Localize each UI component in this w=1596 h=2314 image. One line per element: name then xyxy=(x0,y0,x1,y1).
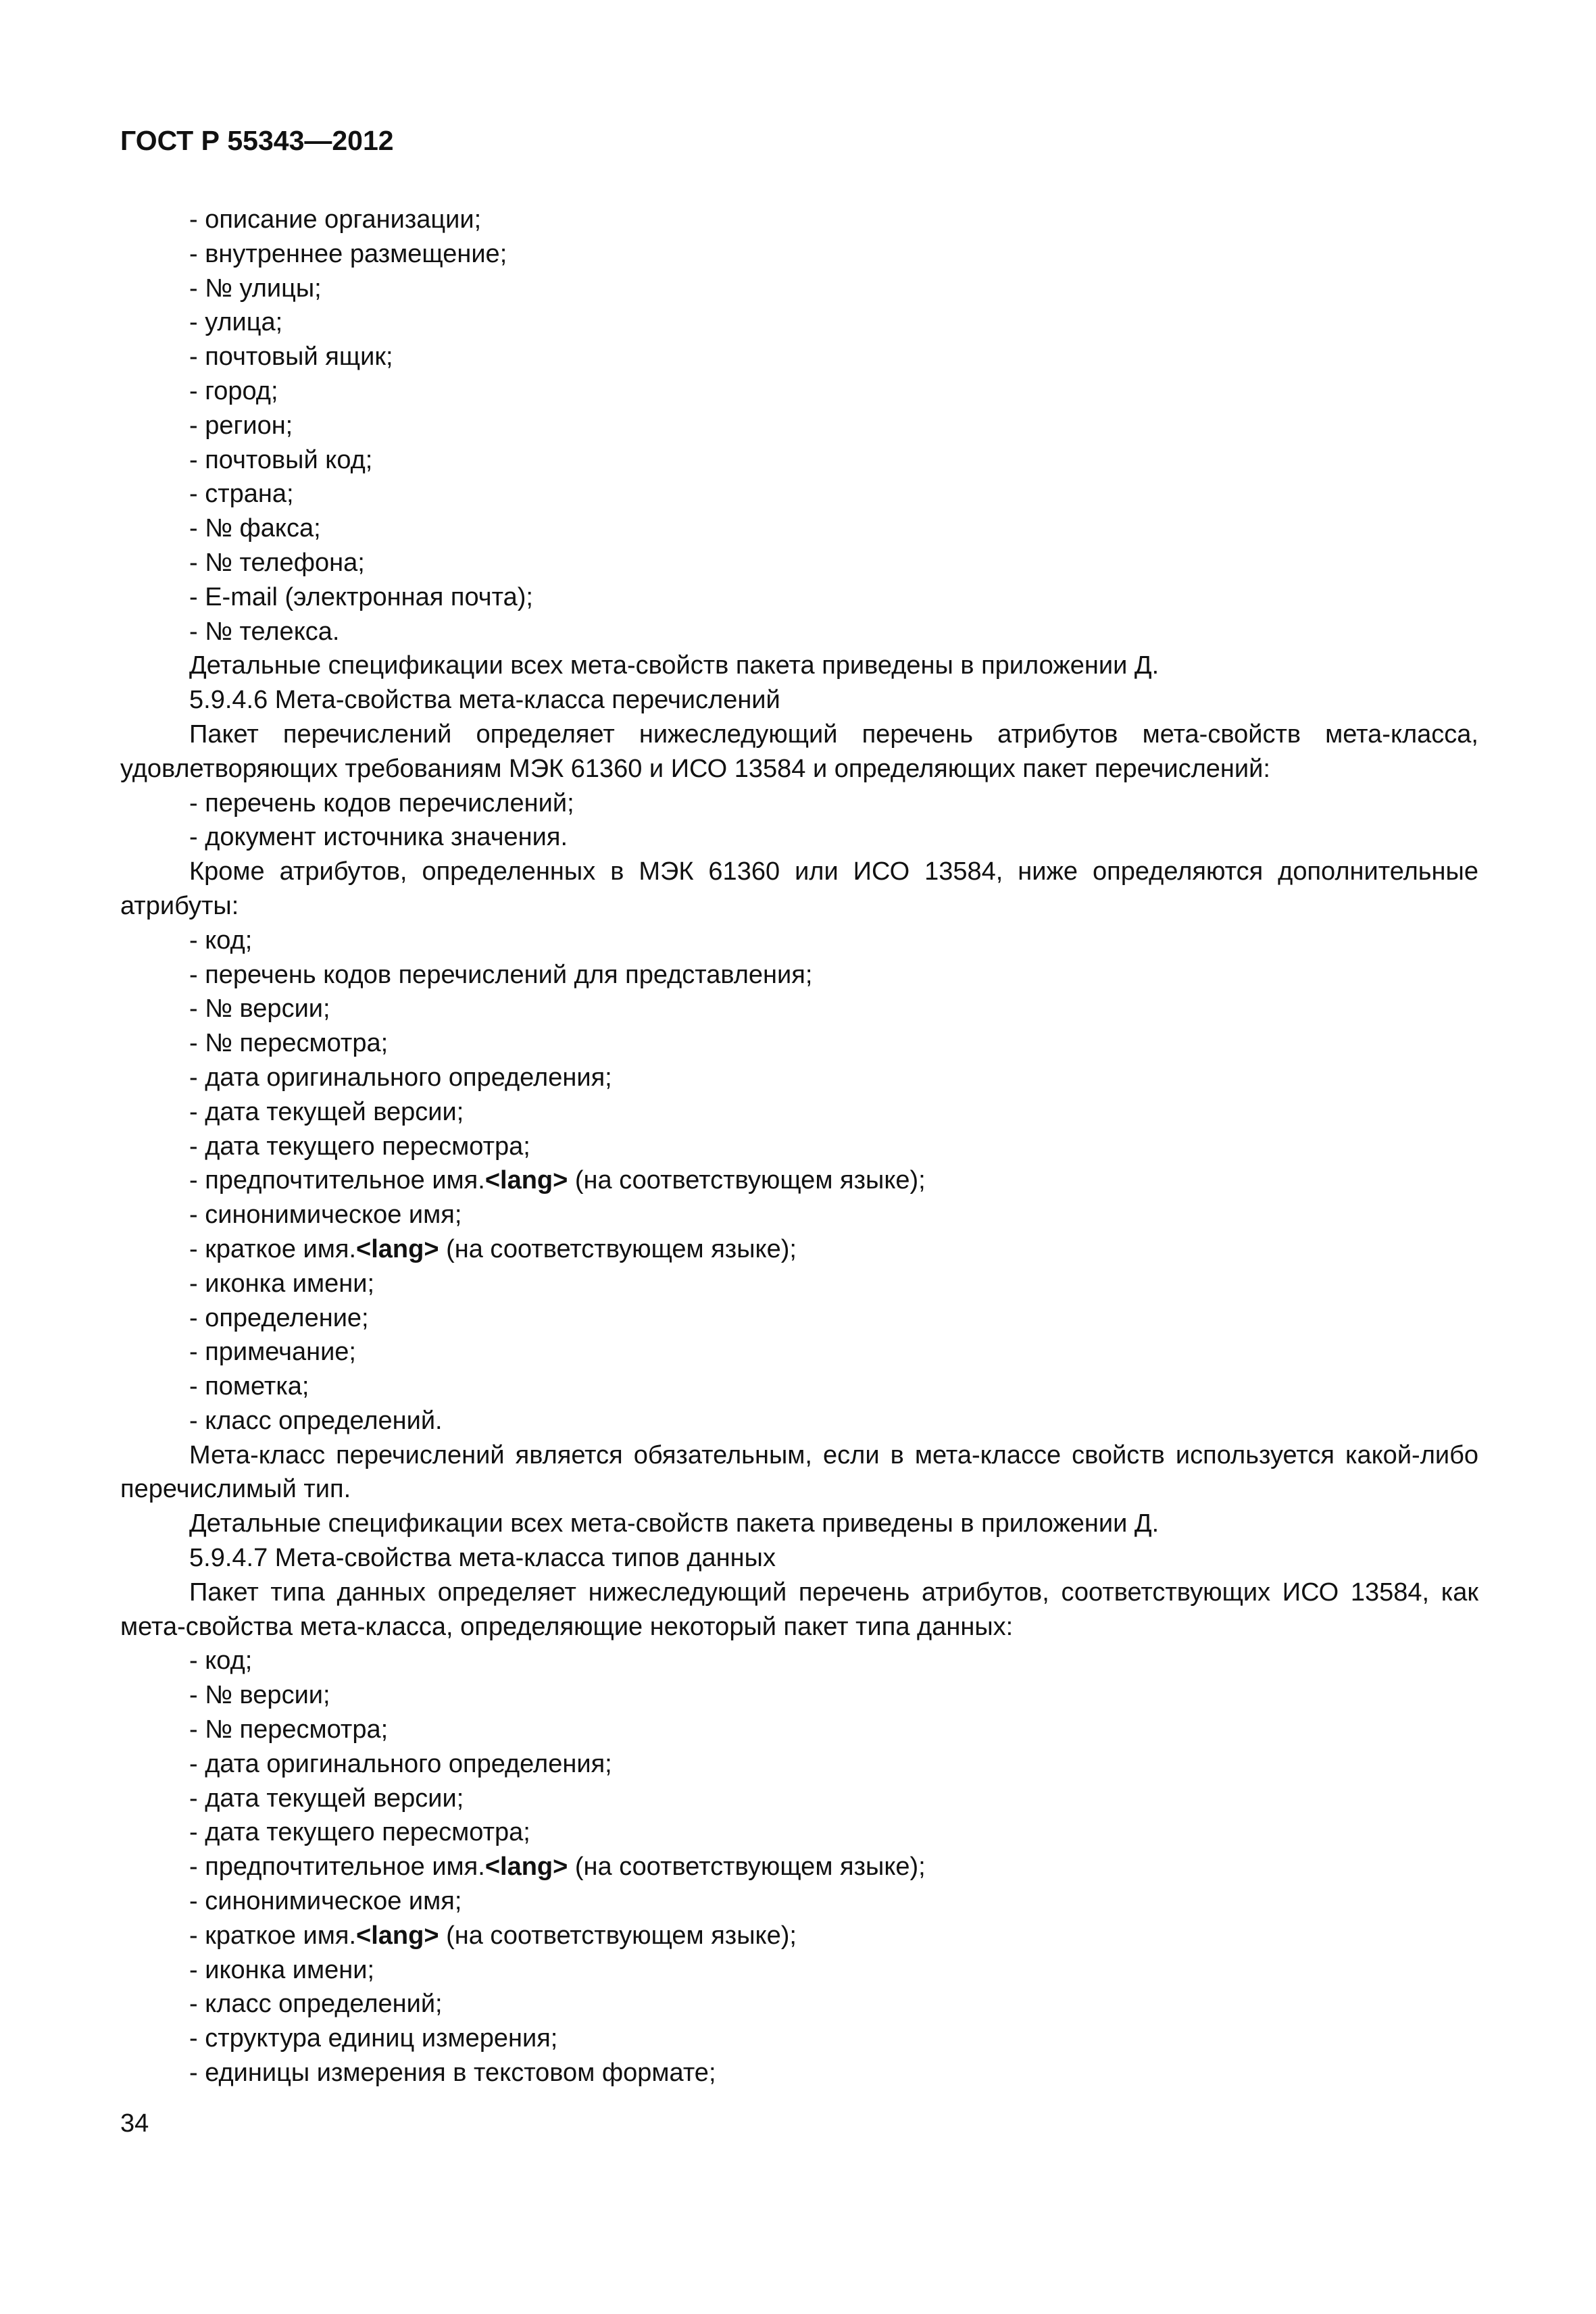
list-item: - № версии; xyxy=(189,1681,330,1710)
list-item: - пометка; xyxy=(189,1372,309,1401)
list-item: - документ источника значения. xyxy=(189,823,568,852)
list-item: - примечание; xyxy=(189,1338,356,1367)
document-header: ГОСТ Р 55343—2012 xyxy=(120,125,394,156)
list-item: - описание организации; xyxy=(189,205,482,234)
list-item-text: (на соответствующем языке); xyxy=(439,1921,797,1950)
list-item: - дата текущего пересмотра; xyxy=(189,1818,530,1847)
list-item: - структура единиц измерения; xyxy=(189,2024,558,2053)
list-item: - определение; xyxy=(189,1303,369,1332)
paragraph-details: Детальные спецификации всех мета-свойств пакета приведены в приложении Д. xyxy=(189,651,1159,680)
lang-tag: <lang> xyxy=(484,1166,568,1195)
list-item: - регион; xyxy=(189,411,293,440)
list-item: - класс определений; xyxy=(189,1990,443,2019)
section-heading-5-9-4-6: 5.9.4.6 Мета-свойства мета-класса перечислений xyxy=(189,686,780,715)
paragraph-datatype-package: Пакет типа данных определяет нижеследующий перечень атрибутов, соответствующих ИСО 13584, как мета-свойства мета-класса, определяющие некоторый пакет типа данных: xyxy=(120,1578,1478,1641)
list-item: - № телекса. xyxy=(189,617,340,646)
list-item: - № пересмотра; xyxy=(189,1029,389,1058)
list-item-text: (на соответствующем языке); xyxy=(568,1166,926,1195)
lang-tag: <lang> xyxy=(484,1853,568,1882)
list-item: - улица; xyxy=(189,308,283,337)
list-item: - № пересмотра; xyxy=(189,1715,389,1744)
list-item: - синонимическое имя; xyxy=(189,1887,462,1916)
list-item: - единицы измерения в текстовом формате; xyxy=(189,2059,716,2088)
list-item: - № факса; xyxy=(189,514,321,543)
list-item: - № улицы; xyxy=(189,274,322,303)
list-item: - почтовый код; xyxy=(189,445,373,474)
paragraph-additional-attributes: Кроме атрибутов, определенных в МЭК 61360 или ИСО 13584, ниже определяются дополнительные атрибуты: xyxy=(120,857,1478,920)
list-item-text: - предпочтительное имя. xyxy=(189,1166,485,1195)
list-item xyxy=(120,1163,1478,1198)
list-item: - класс определений. xyxy=(189,1406,443,1435)
list-item: - иконка имени; xyxy=(189,1269,375,1298)
list-item: - код; xyxy=(189,1646,253,1676)
paragraph-enum-package: Пакет перечислений определяет нижеследующий перечень атрибутов мета-свойств мета-класса, удовлетворяющих требованиям МЭК 61360 и ИСО 13584 и определяющих пакет перечислений: xyxy=(120,720,1478,783)
list-item: - иконка имени; xyxy=(189,1955,375,1984)
document-body xyxy=(120,203,1478,2090)
list-item: - синонимическое имя; xyxy=(189,1201,462,1230)
list-item-text: (на соответствующем языке); xyxy=(568,1853,926,1882)
list-item-text: - краткое имя. xyxy=(189,1921,357,1950)
list-item: - перечень кодов перечислений для представления; xyxy=(189,960,813,989)
lang-tag: <lang> xyxy=(356,1921,439,1950)
list-item: - дата текущего пересмотра; xyxy=(189,1132,530,1161)
paragraph-mandatory: Мета-класс перечислений является обязательным, если в мета-классе свойств используется какой-либо перечислимый тип. xyxy=(120,1440,1478,1504)
list-item: - город; xyxy=(189,376,278,405)
list-item-text: - предпочтительное имя. xyxy=(189,1853,485,1882)
list-item: - дата текущей версии; xyxy=(189,1097,464,1126)
list-item: - код; xyxy=(189,926,253,955)
list-item: - перечень кодов перечислений; xyxy=(189,788,574,818)
list-item: - страна; xyxy=(189,480,294,509)
list-item: - почтовый ящик; xyxy=(189,343,393,372)
list-item: - дата текущей версии; xyxy=(189,1784,464,1813)
list-item: - № версии; xyxy=(189,995,330,1024)
list-item: - внутреннее размещение; xyxy=(189,239,507,268)
list-item-text: - краткое имя. xyxy=(189,1234,357,1263)
paragraph-details: Детальные спецификации всех мета-свойств пакета приведены в приложении Д. xyxy=(189,1509,1159,1538)
list-item: - дата оригинального определения; xyxy=(189,1063,612,1092)
list-item xyxy=(120,1232,1478,1267)
list-item: - E-mail (электронная почта); xyxy=(189,582,533,611)
lang-tag: <lang> xyxy=(356,1234,439,1263)
list-item xyxy=(120,1919,1478,1953)
list-item xyxy=(120,1850,1478,1884)
section-heading-5-9-4-7: 5.9.4.7 Мета-свойства мета-класса типов данных xyxy=(189,1544,776,1573)
list-item-text: (на соответствующем языке); xyxy=(439,1234,797,1263)
list-item: - дата оригинального определения; xyxy=(189,1749,612,1778)
page-number: 34 xyxy=(120,2109,149,2138)
list-item: - № телефона; xyxy=(189,548,365,577)
